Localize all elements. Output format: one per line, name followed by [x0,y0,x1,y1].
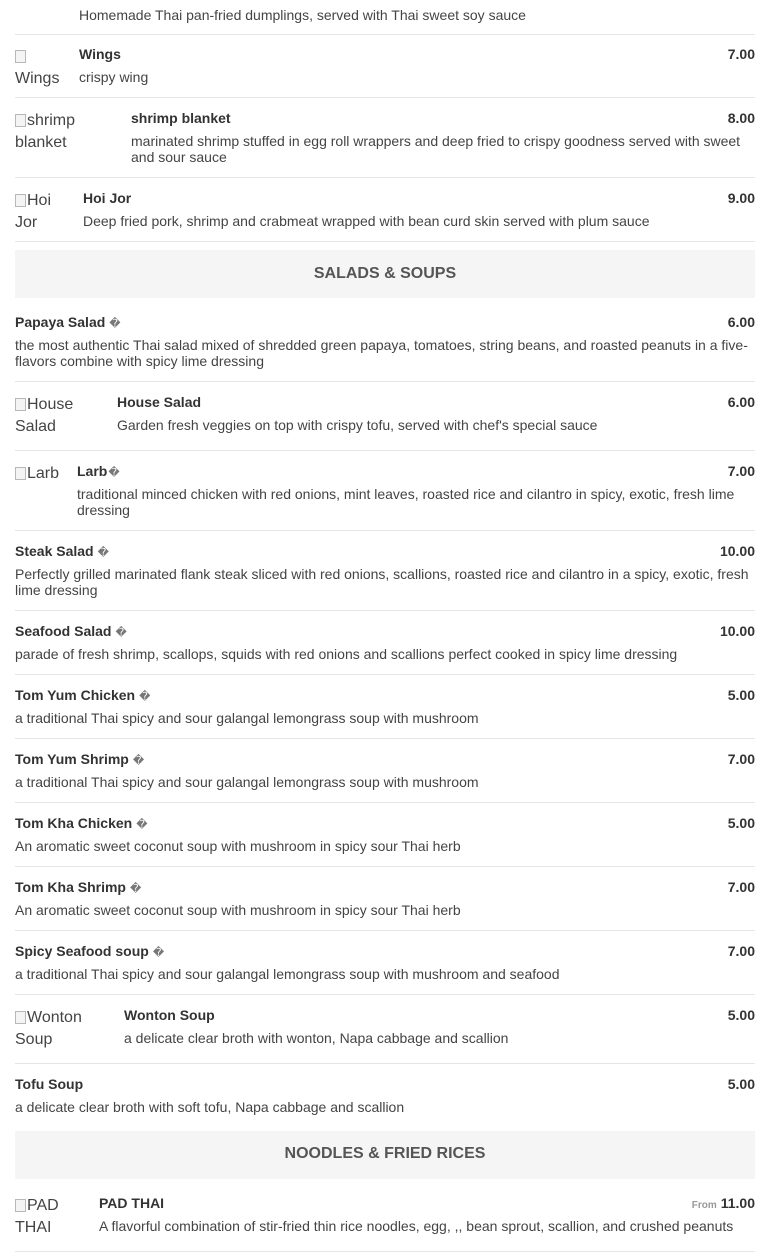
item-price-value: 5.00 [727,687,755,703]
broken-image-icon [15,467,26,480]
item-description: traditional minced chicken with red onions, mint leaves, roasted rice and cilantro in spicy, exotic, fresh lime dressing [77,486,735,518]
menu-item[interactable] [15,1195,755,1252]
menu-item[interactable] [15,943,755,995]
item-price [728,110,755,126]
item-name: shrimp blanket [131,110,231,126]
item-description: a traditional Thai spicy and sour galangal lemongrass soup with mushroom [15,710,479,726]
menu-item[interactable] [15,0,755,35]
item-price [720,623,755,639]
menu-item[interactable] [15,1076,755,1124]
menu-item[interactable] [15,110,755,178]
item-description: Homemade Thai pan-fried dumplings, served with Thai sweet soy sauce [79,7,526,23]
item-price-value: 7.00 [727,879,755,895]
item-price [728,463,755,479]
item-name [77,463,120,481]
item-name-text: Seafood Salad [15,623,112,639]
item-image [15,1195,93,1241]
menu-item[interactable] [15,314,755,382]
item-price [728,751,755,767]
item-image-alt: Wonton Soup [15,1009,82,1048]
broken-image-icon [15,1199,26,1212]
spicy-icon: � [136,819,148,831]
spicy-icon: � [97,547,109,559]
item-image [15,46,71,90]
item-image-alt: House Salad [15,396,74,435]
item-name [15,623,127,641]
item-name-text: Tom Yum Chicken [15,687,136,703]
item-price [728,1007,755,1023]
menu-item[interactable] [15,623,755,675]
item-name [15,751,144,769]
menu-item[interactable] [15,879,755,931]
item-price [728,815,755,831]
item-image-alt: Hoi Jor [15,192,52,231]
menu-item[interactable] [15,687,755,739]
item-description: the most authentic Thai salad mixed of shredded green papaya, tomatoes, string beans, and roasted peanuts in a five-flavors combine with spicy lime dressing [15,337,748,369]
menu-item[interactable] [15,1007,755,1064]
item-description: A flavorful combination of stir-fried thin rice noodles, egg, ,, bean sprout, scallion, and crushed peanuts [99,1218,734,1234]
item-price [728,190,755,206]
item-price [728,394,755,410]
item-description: Perfectly grilled marinated flank steak sliced with red onions, scallions, roasted rice and cilantro in a spicy, exotic, fresh lime dressing [15,566,749,598]
menu-item[interactable] [15,463,755,531]
item-name-text: Larb [77,463,108,479]
item-image [15,110,125,156]
item-price-value: 6.00 [727,314,755,330]
menu-item[interactable] [15,46,755,98]
section-title: NOODLES & FRIED RICES [284,1145,486,1162]
broken-image-icon [15,114,26,127]
item-name-text: Tom Yum Shrimp [15,751,129,767]
item-image [15,190,77,236]
item-description: Deep fried pork, shrimp and crabmeat wrapped with bean curd skin served with plum sauce [83,213,650,229]
item-image [15,1007,119,1053]
item-name [15,687,150,705]
spicy-icon: � [132,755,145,767]
broken-image-icon [15,50,26,63]
item-description: crispy wing [79,69,149,85]
item-price-value: 5.00 [727,1007,755,1023]
section-title: SALADS & SOUPS [313,265,457,282]
item-price-value: 10.00 [719,623,755,639]
item-description: Garden fresh veggies on top with crispy tofu, served with chef's special sauce [117,417,598,433]
spicy-icon: � [129,883,142,895]
broken-image-icon [15,1011,26,1024]
item-price-value: 5.00 [727,1076,755,1092]
item-price-value: 7.00 [727,463,755,479]
section-header-noodles-fried-rices [15,1131,755,1179]
item-price-value: 6.00 [727,394,755,410]
menu-item[interactable] [15,815,755,867]
item-description: parade of fresh shrimp, scallops, squids with red onions and scallions perfect cooked in spicy lime dressing [15,646,678,662]
item-name [15,815,147,833]
spicy-icon: � [108,467,120,479]
item-description: a traditional Thai spicy and sour galangal lemongrass soup with mushroom [15,774,479,790]
menu-item[interactable] [15,751,755,803]
broken-image-icon [15,194,26,207]
item-price [720,543,755,559]
menu-item[interactable] [15,190,755,242]
item-price-value: 8.00 [727,110,755,126]
item-description: marinated shrimp stuffed in egg roll wrappers and deep fried to crispy goodness served with sweet and sour sauce [131,133,741,165]
item-name: PAD THAI [99,1195,165,1211]
item-name [15,943,164,961]
item-name: Hoi Jor [83,190,132,206]
item-name [15,879,141,897]
menu-item[interactable] [15,394,755,451]
item-image [15,394,111,440]
item-image [15,0,75,22]
spicy-icon: � [139,691,151,703]
item-price-value: 5.00 [727,815,755,831]
item-name-text: Spicy Seafood soup [15,943,149,959]
menu-item[interactable] [15,543,755,611]
item-name-text: Steak Salad [15,543,94,559]
item-description: An aromatic sweet coconut soup with mushroom in spicy sour Thai herb [15,902,461,918]
item-price-value: 9.00 [727,190,755,206]
spicy-icon: � [152,947,165,959]
item-price [728,943,755,959]
item-name: House Salad [117,394,202,410]
item-price [728,687,755,703]
item-description: a delicate clear broth with wonton, Napa cabbage and scallion [124,1030,509,1046]
item-name-text: Tom Kha Chicken [15,815,133,831]
item-name-text: Tom Kha Shrimp [15,879,126,895]
item-price [728,46,755,62]
item-price [728,879,755,895]
item-image [15,463,71,487]
item-price-value: 7.00 [727,46,755,62]
item-image-alt: PAD THAI [15,1197,59,1236]
item-name [15,543,109,561]
item-name: Wonton Soup [124,1007,215,1023]
spicy-icon: � [109,318,121,330]
item-image-alt: shrimp blanket [15,112,76,151]
item-description: a delicate clear broth with soft tofu, Napa cabbage and scallion [15,1099,405,1115]
section-header-salads-soups [15,250,755,298]
item-image-alt: Wings [15,70,60,87]
item-name [15,314,121,332]
item-price-value: 11.00 [720,1195,755,1211]
item-name-text: Papaya Salad [15,314,106,330]
item-description: a traditional Thai spicy and sour galangal lemongrass soup with mushroom and seafood [15,966,560,982]
item-image-alt: Larb [27,465,60,482]
item-name: Tofu Soup [15,1076,84,1092]
item-price-value: 10.00 [719,543,755,559]
item-description: An aromatic sweet coconut soup with mushroom in spicy sour Thai herb [15,838,461,854]
item-price [728,314,755,330]
price-prefix: From [691,1200,717,1211]
item-name: Wings [79,46,121,62]
broken-image-icon [15,398,26,411]
item-price [692,1195,755,1214]
item-price-value: 7.00 [727,943,755,959]
spicy-icon: � [115,627,127,639]
item-price [728,1076,755,1092]
item-price-value: 7.00 [727,751,755,767]
